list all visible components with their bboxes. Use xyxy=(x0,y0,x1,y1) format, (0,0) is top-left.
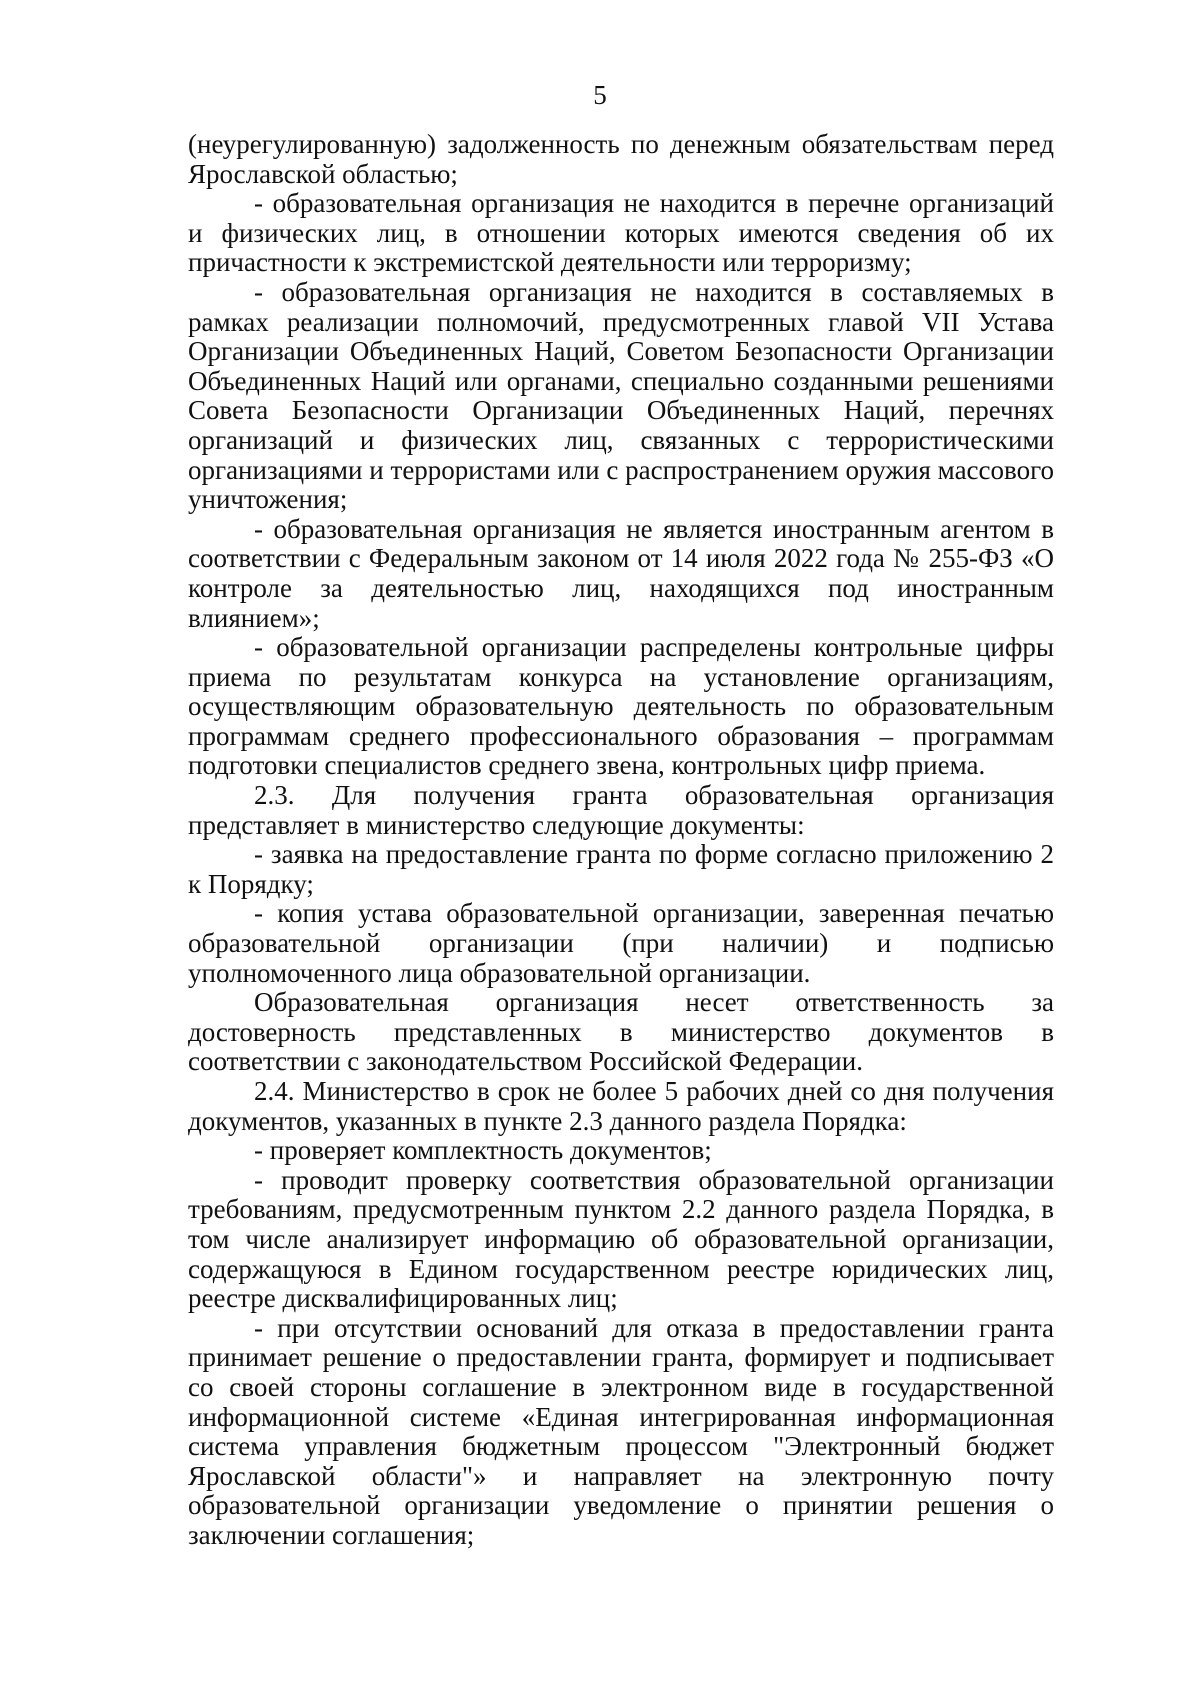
paragraph-grant-decision: - при отсутствии оснований для отказа в предоставлении гранта принимает решение о предоставлении гранта, формирует и подписывает со своей стороны соглашение в электронном виде в государственной информационной системе «Единая интегрированная информационная система управления бюджетным процессом "Электронный бюджет Ярославской области"» и направляет на электронную почту образовательной организации уведомление о принятии решения о заключении соглашения; xyxy=(188,1312,1054,1550)
document-body xyxy=(188,130,1054,1551)
paragraph-extremism-list: - образовательная организация не находится в перечне организаций и физических лиц, в отношении которых имеются сведения об их причастности к экстремистской деятельности или терроризму; xyxy=(188,188,1054,278)
paragraph-compliance-check: - проводит проверку соответствия образовательной организации требованиям, предусмотренным пунктом 2.2 данного раздела Порядка, в том числе анализирует информацию об образовательной организации, содержащуюся в Едином государственном реестре юридических лиц, реестре дисквалифицированных лиц; xyxy=(188,1164,1054,1314)
paragraph-grant-application: - заявка на предоставление гранта по форме согласно приложению 2 к Порядку; xyxy=(188,839,1054,899)
paragraph-foreign-agent: - образовательная организация не является иностранным агентом в соответствии с Федеральным законом от 14 июля 2022 года № 255-ФЗ «О контроле за деятельностью лиц, находящихся под иностранным влиянием»; xyxy=(188,513,1054,633)
paragraph-section-2-3: 2.3. Для получения гранта образовательная организация представляет в министерство следующие документы: xyxy=(188,780,1054,840)
page-number: 5 xyxy=(593,80,607,110)
paragraph-completeness-check: - проверяет комплектность документов; xyxy=(254,1135,712,1166)
paragraph-control-figures: - образовательной организации распределены контрольные цифры приема по результатам конкурса на установление организациям, осуществляющим образовательную деятельность по образовательным программам среднего профессионального образования – программам подготовки специалистов среднего звена, контрольных цифр приема. xyxy=(188,632,1054,781)
paragraph-debt-continuation: (неурегулированную) задолженность по денежным обязательствам перед Ярославской областью; xyxy=(188,129,1054,189)
paragraph-un-sanctions-list: - образовательная организация не находится в составляемых в рамках реализации полномочий, предусмотренных главой VII Устава Организации Объединенных Наций, Советом Безопасности Организации Объединенных Наций или органами, специально созданными решениями Совета Безопасности Организации Объединенных Наций, перечнях организаций и физических лиц, связанных с террористическими организациями и террористами или с распространением оружия массового уничтожения; xyxy=(188,276,1054,515)
paragraph-section-2-4: 2.4. Министерство в срок не более 5 рабочих дней со дня получения документов, указанных в пункте 2.3 данного раздела Порядка: xyxy=(188,1076,1054,1136)
paragraph-responsibility: Образовательная организация несет ответственность за достоверность представленных в министерство документов в соответствии с законодательством Российской Федерации. xyxy=(188,987,1054,1077)
paragraph-charter-copy: - копия устава образовательной организации, заверенная печатью образовательной организации (при наличии) и подписью уполномоченного лица образовательной организации. xyxy=(188,898,1054,988)
